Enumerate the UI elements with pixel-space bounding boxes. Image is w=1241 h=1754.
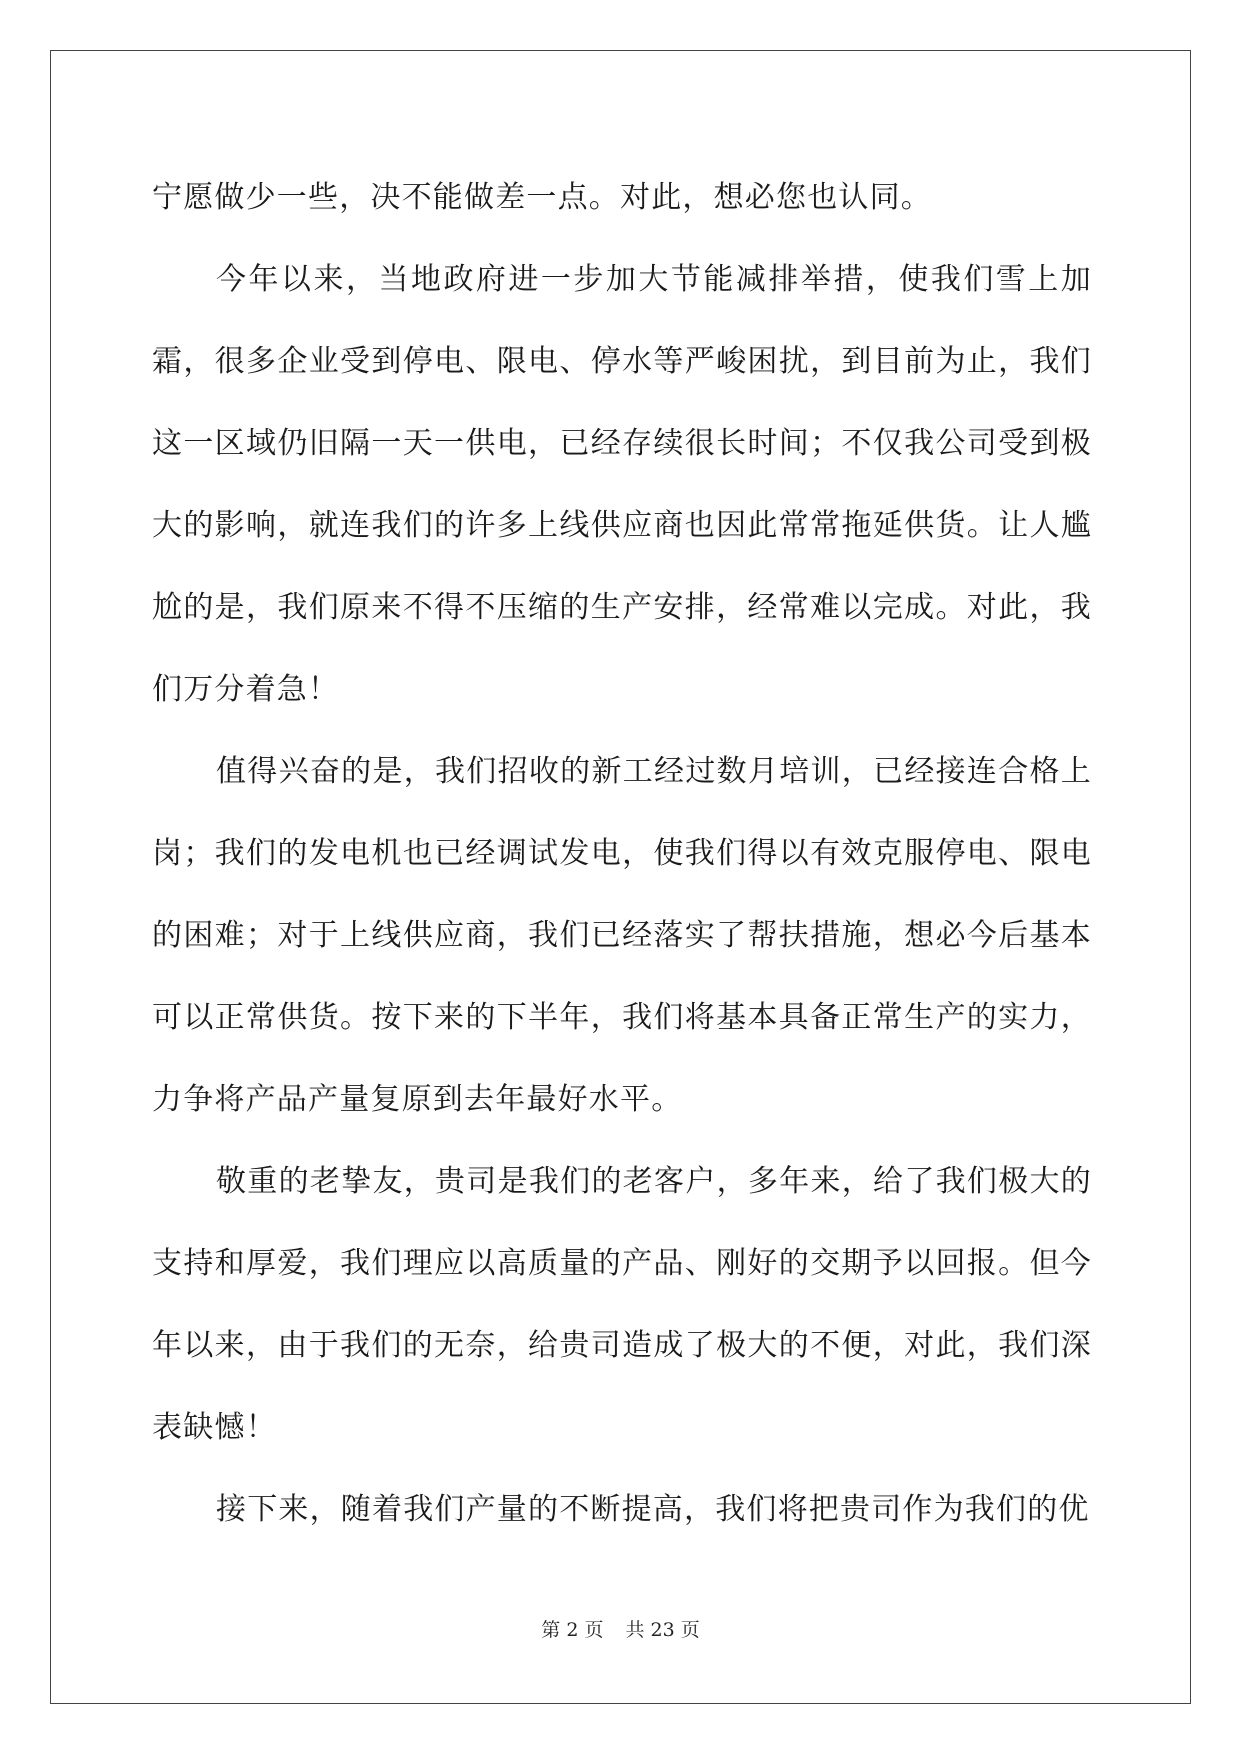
page-total: 共 23 页: [625, 1619, 700, 1641]
paragraph-4: 敬重的老挚友，贵司是我们的老客户，多年来，给了我们极大的支持和厚爱，我们理应以高质量的产品、刚好的交期予以回报。但今年以来，由于我们的无奈，给贵司造成了极大的不便，对此，我们深表缺憾！: [152, 1164, 1092, 1445]
page-number: 第 2 页: [541, 1619, 604, 1641]
paragraph-1: 宁愿做少一些，决不能做差一点。对此，想必您也认同。: [152, 180, 932, 215]
paragraph-5: 接下来，随着我们产量的不断提高，我们将把贵司作为我们的优: [216, 1492, 1090, 1527]
paragraph-2: 今年以来，当地政府进一步加大节能减排举措，使我们雪上加霜，很多企业受到停电、限电、停水等严峻困扰，到目前为止，我们这一区域仍旧隔一天一供电，已经存续很长时间；不仅我公司受到极大的影响，就连我们的许多上线供应商也因此常常拖延供货。让人尴尬的是，我们原来不得不压缩的生产安排，经常难以完成。对此，我们万分着急！: [152, 262, 1092, 707]
paragraph-3: 值得兴奋的是，我们招收的新工经过数月培训，已经接连合格上岗；我们的发电机也已经调试发电，使我们得以有效克服停电、限电的困难；对于上线供应商，我们已经落实了帮扶措施，想必今后基本可以正常供货。按下来的下半年，我们将基本具备正常生产的实力，力争将产品产量复原到去年最好水平。: [152, 754, 1092, 1117]
document-body: [152, 157, 1092, 1551]
page-footer: [0, 1615, 1241, 1642]
